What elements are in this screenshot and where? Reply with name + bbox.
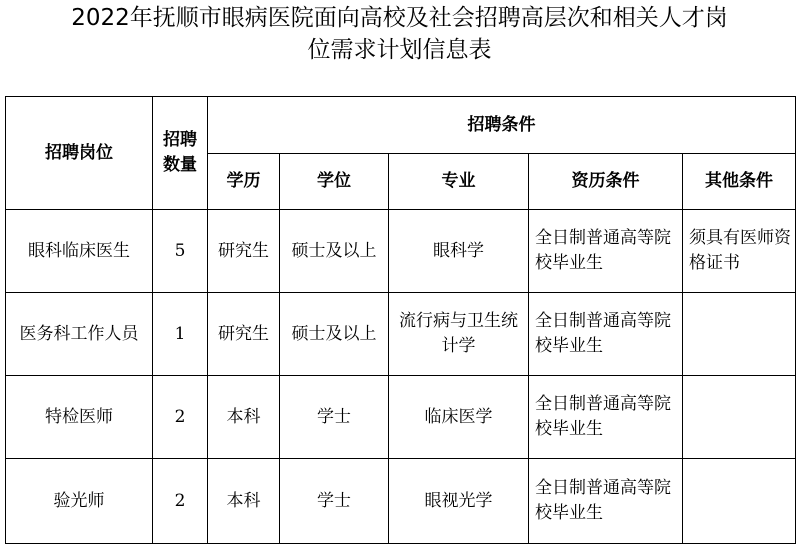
cell-count: 1 [153,293,208,376]
cell-position: 验光师 [6,459,153,544]
table-row [6,210,796,293]
cell-education: 本科 [208,459,280,544]
header-other: 其他条件 [683,154,796,210]
page-title [0,2,799,66]
title-line-2: 位需求计划信息表 [307,37,492,63]
header-major: 专业 [389,154,529,210]
cell-major: 临床医学 [389,376,529,459]
cell-count: 5 [153,210,208,293]
recruitment-table [5,96,796,544]
cell-degree: 硕士及以上 [280,210,389,293]
title-line-1: 2022年抚顺市眼病医院面向高校及社会招聘高层次和相关人才岗 [71,5,728,31]
cell-other [683,293,796,376]
cell-other [683,459,796,544]
cell-degree: 学士 [280,376,389,459]
header-row-1 [6,97,796,154]
header-position: 招聘岗位 [6,97,153,210]
cell-major: 流行病与卫生统计学 [389,293,529,376]
cell-degree: 学士 [280,459,389,544]
header-count: 招聘数量 [153,97,208,210]
cell-position: 特检医师 [6,376,153,459]
header-conditions: 招聘条件 [208,97,796,154]
cell-major: 眼科学 [389,210,529,293]
table-row [6,376,796,459]
header-education: 学历 [208,154,280,210]
cell-qualification: 全日制普通高等院校毕业生 [529,459,683,544]
cell-major: 眼视光学 [389,459,529,544]
cell-position: 医务科工作人员 [6,293,153,376]
cell-education: 本科 [208,376,280,459]
header-qualification: 资历条件 [529,154,683,210]
cell-count: 2 [153,376,208,459]
cell-degree: 硕士及以上 [280,293,389,376]
cell-other [683,376,796,459]
cell-count: 2 [153,459,208,544]
cell-qualification: 全日制普通高等院校毕业生 [529,210,683,293]
cell-education: 研究生 [208,210,280,293]
table-row [6,293,796,376]
header-degree: 学位 [280,154,389,210]
cell-other: 须具有医师资格证书 [683,210,796,293]
cell-education: 研究生 [208,293,280,376]
cell-qualification: 全日制普通高等院校毕业生 [529,376,683,459]
cell-qualification: 全日制普通高等院校毕业生 [529,293,683,376]
table-row [6,459,796,544]
cell-position: 眼科临床医生 [6,210,153,293]
